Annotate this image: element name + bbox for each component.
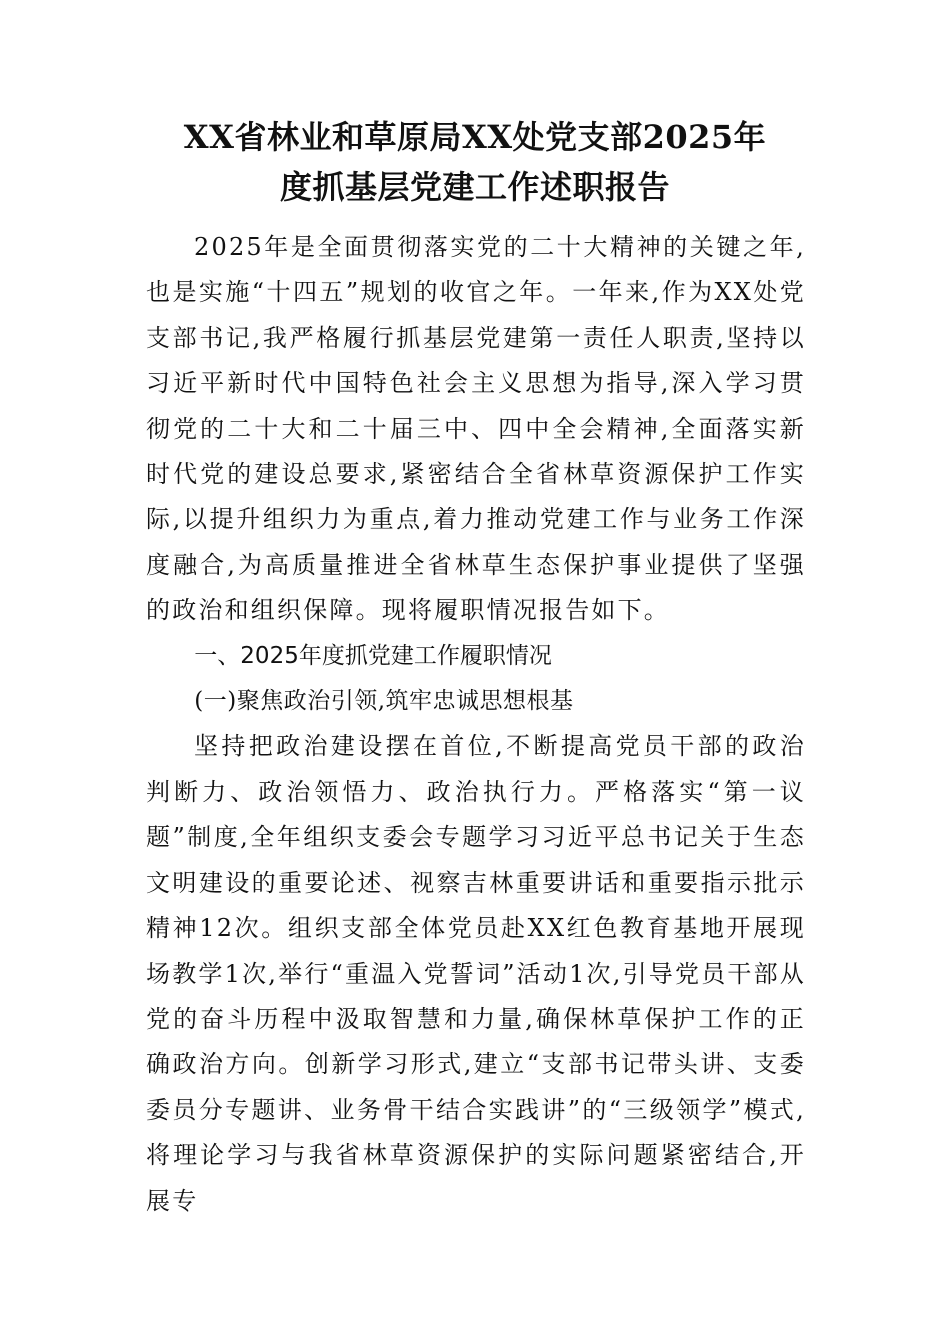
subsection-heading: (一)聚焦政治引领,筑牢忠诚思想根基: [194, 688, 574, 715]
intro-paragraph: 2025年是全面贯彻落实党的二十大精神的关键之年,也是实施“十四五”规划的收官之年。一年来,作为XX处党支部书记,我严格履行抓基层党建第一责任人职责,坚持以习近平新时代中国特色社会主义思想为指导,深入学习贯彻党的二十大和二十届三中、四中全会精神,全面落实新时代党的建设总要求,紧密结合全省林草资源保护工作实际,以提升组织力为重点,着力推动党建工作与业务工作深度融合,为高质量推进全省林草生态保护事业提供了坚强的政治和组织保障。现将履职情况报告如下。: [146, 233, 806, 625]
section-heading: 一、2025年度抓党建工作履职情况: [194, 642, 552, 669]
body-paragraph: 坚持把政治建设摆在首位,不断提高党员干部的政治判断力、政治领悟力、政治执行力。严格落实“第一议题”制度,全年组织支委会专题学习习近平总书记关于生态文明建设的重要论述、视察吉林重要讲话和重要指示批示精神12次。组织支部全体党员赴XX红色教育基地开展现场教学1次,举行“重温入党誓词”活动1次,引导党员干部从党的奋斗历程中汲取智慧和力量,确保林草保护工作的正确政治方向。创新学习形式,建立“支部书记带头讲、支委委员分专题讲、业务骨干结合实践讲”的“三级领学”模式,将理论学习与我省林草资源保护的实际问题紧密结合,开展专: [146, 732, 806, 1215]
title-line-1: XX省林业和草原局XX处党支部2025年: [183, 118, 767, 156]
document-title: [120, 112, 830, 212]
document-body: [146, 225, 806, 1224]
title-line-2: 度抓基层党建工作述职报告: [279, 168, 670, 206]
